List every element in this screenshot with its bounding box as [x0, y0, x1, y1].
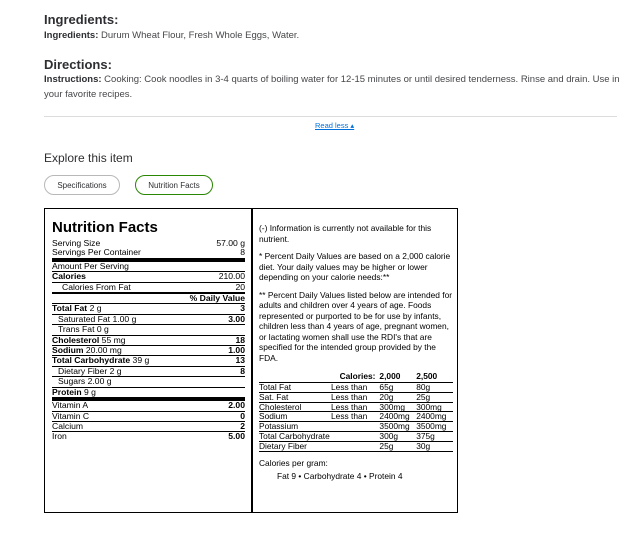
dv-row-potassium: Potassium 3500mg 3500mg	[259, 422, 453, 432]
note-rdi: ** Percent Daily Values listed below are intended for adults and children over 4 years of age. Foods represented or purported to be for use by infants, children less than 4 years of age, pregnant women, or lactating women shall use the RDI's that are specified for the intended group provided by the FDA.	[259, 289, 453, 363]
directions-text: Instructions: Cooking: Cook noodles in 3-4 quarts of boiling water for 12-15 minutes or until desired tenderness. Rinse and drain. Use in your favorite recipes.	[44, 74, 620, 100]
daily-value-header: % Daily Value	[52, 294, 245, 304]
ingredients-text: Ingredients: Durum Wheat Flour, Fresh Whole Eggs, Water.	[44, 30, 300, 41]
nutrient-row-protein: Protein 9 g	[52, 388, 245, 401]
nutrient-row-sodium: Sodium 20.00 mg 1.00	[52, 345, 245, 356]
dv-row-total-fat: Total Fat Less than 65g 80g	[259, 383, 453, 393]
nutrient-row-trans-fat: Trans Fat 0 g	[52, 325, 245, 335]
nutrition-title: Nutrition Facts	[52, 219, 158, 236]
calories-per-gram-values: Fat 9 • Carbohydrate 4 • Protein 4	[277, 471, 403, 482]
mineral-row-iron: Iron 5.00	[52, 431, 245, 442]
vitamin-row-c: Vitamin C 0	[52, 410, 245, 421]
mineral-row-calcium: Calcium 2	[52, 420, 245, 431]
servings-row: Servings Per Container 8	[52, 248, 245, 261]
calories-row: Calories 210.00	[52, 271, 245, 282]
note-unavailable: (-) Information is currently not available for this nutrient.	[259, 223, 432, 244]
panel-divider	[251, 209, 253, 512]
read-less-link[interactable]: Read less ▴	[315, 121, 355, 130]
nutrient-row-dietary-fiber: Dietary Fiber 2 g 8	[52, 367, 245, 377]
nutrient-row-cholesterol: Cholesterol 55 mg 18	[52, 334, 245, 345]
section-divider	[44, 116, 617, 117]
nutrition-facts-label	[52, 219, 245, 442]
daily-values-table: Calories: 2,000 2,500 Total Fat Less than 65g 80g Sat. Fat Less than 20g 25g Cholesterol Less than 300mg 300mg Sodium Less than 2400mg 2400mg Potassium 3500mg 3500mg Total Carbohydrate 300g 375g Dietary Fiber 25g 30g	[259, 370, 453, 452]
amount-per-serving: Amount Per Serving	[52, 262, 245, 272]
nutrient-row-total-fat: Total Fat 2 g 3	[52, 303, 245, 314]
ingredients-heading: Ingredients:	[44, 12, 119, 27]
explore-title: Explore this item	[44, 151, 133, 165]
dv-row-cholesterol: Cholesterol Less than 300mg 300mg	[259, 402, 453, 412]
dv-row-total-carbohydrate: Total Carbohydrate 300g 375g	[259, 431, 453, 441]
nutrition-panel	[44, 208, 458, 513]
nutrient-row-sugars: Sugars 2.00 g	[52, 377, 245, 387]
nutrition-notes	[259, 223, 453, 482]
vitamin-row-a: Vitamin A 2.00	[52, 400, 245, 411]
nutrient-row-saturated-fat: Saturated Fat 1.00 g 3.00	[52, 315, 245, 325]
calories-fat-row: Calories From Fat 20	[52, 283, 245, 294]
serving-size-row: Serving Size 57.00 g	[52, 238, 245, 248]
chip-specifications[interactable]: Specifications	[44, 175, 120, 195]
chip-nutrition-facts[interactable]: Nutrition Facts	[135, 175, 213, 195]
dv-row-dietary-fiber: Dietary Fiber 25g 30g	[259, 441, 453, 451]
dv-row-sodium: Sodium Less than 2400mg 2400mg	[259, 412, 453, 422]
nutrient-row-total-carbohydrate: Total Carbohydrate 39 g 13	[52, 355, 245, 366]
directions-heading: Directions:	[44, 57, 112, 72]
note-daily-values: * Percent Daily Values are based on a 2,000 calorie diet. Your daily values may be higher or lower depending on your calorie needs:**	[259, 251, 451, 282]
calories-per-gram-label: Calories per gram:	[259, 457, 328, 468]
dv-row-sat-fat: Sat. Fat Less than 20g 25g	[259, 392, 453, 402]
